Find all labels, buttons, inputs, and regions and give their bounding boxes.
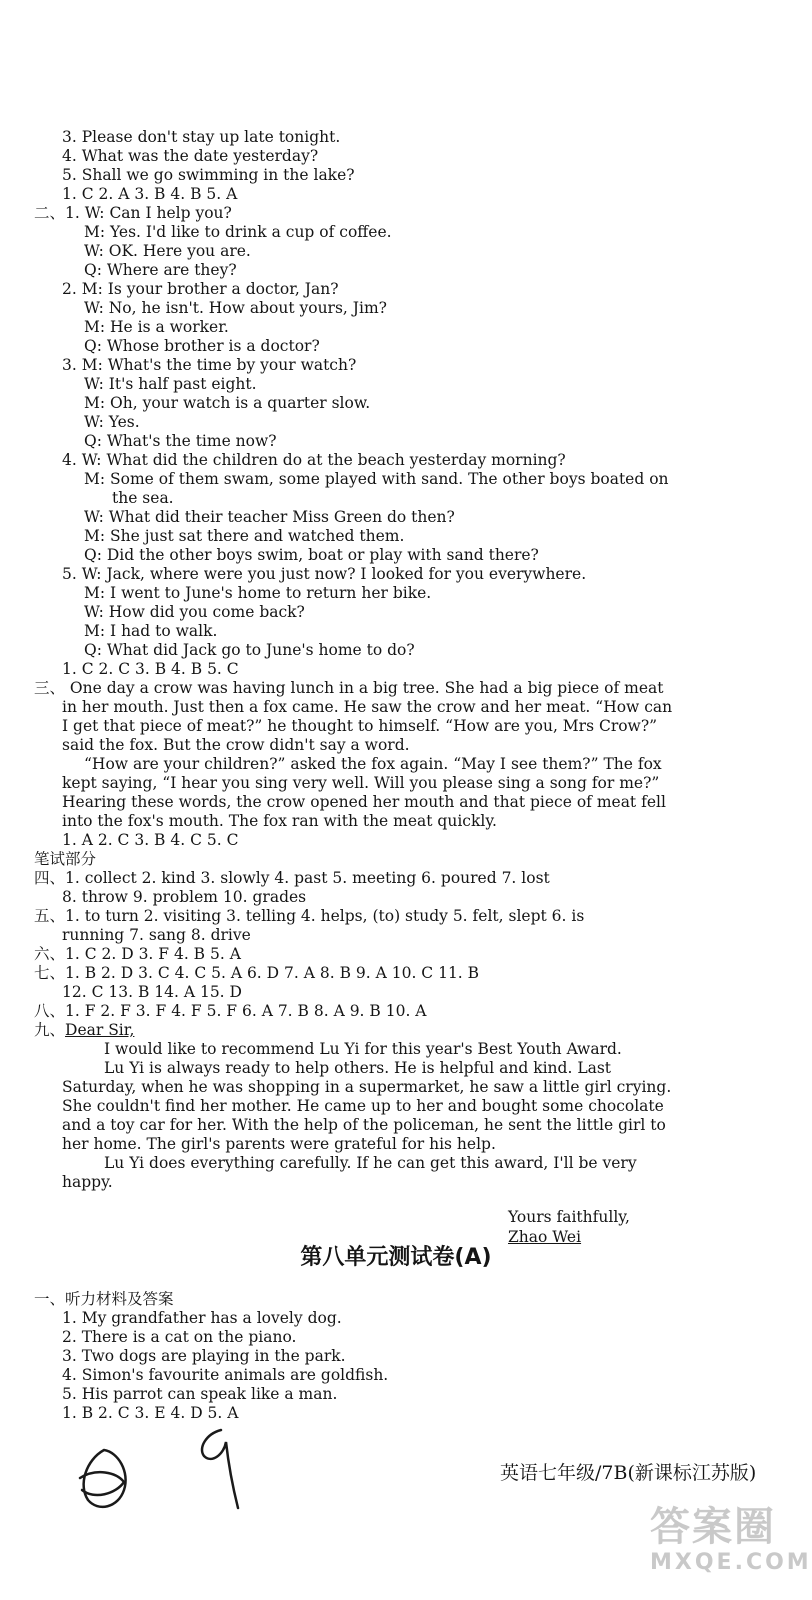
letter-greeting: Dear Sir,: [65, 1021, 135, 1039]
text-line: in her mouth. Just then a fox came. He saw the crow and her meat. “How can: [62, 698, 673, 716]
text-line: W: Yes.: [84, 413, 140, 431]
text-line: M: I went to June's home to return her bike.: [84, 584, 432, 602]
text-line: happy.: [62, 1173, 113, 1191]
text-line: 4. W: What did the children do at the beach yesterday morning?: [62, 451, 566, 469]
text-line: 1. C 2. C 3. B 4. B 5. C: [62, 660, 239, 678]
text-line: 3. M: What's the time by your watch?: [62, 356, 357, 374]
text-line: 1. B 2. C 3. E 4. D 5. A: [62, 1404, 239, 1422]
text-line: W: It's half past eight.: [84, 375, 257, 393]
handwritten-loop: [80, 1472, 124, 1495]
text-line: 4. What was the date yesterday?: [62, 147, 319, 165]
text-line: 2. There is a cat on the piano.: [62, 1328, 297, 1346]
text-line: said the fox. But the crow didn't say a word.: [62, 736, 410, 754]
text-line: M: I had to walk.: [84, 622, 218, 640]
text-line: Lu Yi does everything carefully. If he can get this award, I'll be very: [104, 1154, 637, 1172]
text-line: her home. The girl's parents were grateful for his help.: [62, 1135, 496, 1153]
text-line: 5. Shall we go swimming in the lake?: [62, 166, 355, 184]
text-line: 3. Please don't stay up late tonight.: [62, 128, 341, 146]
text-line: 二、1. W: Can I help you?: [34, 204, 232, 222]
text-line: She couldn't find her mother. He came up to her and bought some chocolate: [62, 1097, 664, 1115]
text-line: Q: Did the other boys swim, boat or play with sand there?: [84, 546, 539, 564]
text-line: running 7. sang 8. drive: [62, 926, 251, 944]
text-line: I would like to recommend Lu Yi for this year's Best Youth Award.: [104, 1040, 622, 1058]
text-line: M: He is a worker.: [84, 318, 229, 336]
handwritten-marks: [66, 1420, 256, 1515]
text-line: W: What did their teacher Miss Green do then?: [84, 508, 455, 526]
letter-signature: Zhao Wei: [508, 1228, 582, 1246]
text-line: 2. M: Is your brother a doctor, Jan?: [62, 280, 339, 298]
text-line: kept saying, “I hear you sing very well. Will you please sing a song for me?”: [62, 774, 660, 792]
handwritten-nine-icon: [202, 1430, 238, 1508]
letter-greeting-line: [34, 1021, 134, 1040]
text-line: 五、1. to turn 2. visiting 3. telling 4. helps, (to) study 5. felt, slept 6. is: [34, 907, 585, 925]
watermark-logo: 答案圈: [650, 1504, 776, 1550]
text-line: into the fox's mouth. The fox ran with the meat quickly.: [62, 812, 497, 830]
text-line: 八、1. F 2. F 3. F 4. F 5. F 6. A 7. B 8. A 9. B 10. A: [34, 1002, 427, 1020]
watermark-url: MXQE.COM: [650, 1550, 812, 1575]
text-line: 1. My grandfather has a lovely dog.: [62, 1309, 342, 1327]
text-line: M: Yes. I'd like to drink a cup of coffee.: [84, 223, 392, 241]
page-footer: 英语七年级/7B(新课标江苏版): [500, 1462, 757, 1484]
text-line: 3. Two dogs are playing in the park.: [62, 1347, 346, 1365]
text-line: Q: Where are they?: [84, 261, 237, 279]
text-line: Yours faithfully,: [508, 1208, 630, 1226]
text-line: 1. C 2. A 3. B 4. B 5. A: [62, 185, 238, 203]
text-line: Q: What did Jack go to June's home to do?: [84, 641, 415, 659]
text-line: Q: Whose brother is a doctor?: [84, 337, 320, 355]
text-line: W: OK. Here you are.: [84, 242, 251, 260]
text-line: Hearing these words, the crow opened her mouth and that piece of meat fell: [62, 793, 666, 811]
text-line: 笔试部分: [34, 850, 97, 868]
text-line: the sea.: [112, 489, 174, 507]
text-line: 一、听力材料及答案: [34, 1290, 174, 1308]
text-line: W: No, he isn't. How about yours, Jim?: [84, 299, 387, 317]
text-line: 三、 One day a crow was having lunch in a big tree. She had a big piece of meat: [34, 679, 664, 697]
text-line: 8. throw 9. problem 10. grades: [62, 888, 307, 906]
section-heading: 第八单元测试卷(A): [300, 1245, 492, 1270]
text-line: 5. W: Jack, where were you just now? I looked for you everywhere.: [62, 565, 587, 583]
text-line: and a toy car for her. With the help of the policeman, he sent the little girl to: [62, 1116, 666, 1134]
text-line: 1. A 2. C 3. B 4. C 5. C: [62, 831, 239, 849]
text-line: 六、1. C 2. D 3. F 4. B 5. A: [34, 945, 241, 963]
text-line: “How are your children?” asked the fox again. “May I see them?” The fox: [84, 755, 662, 773]
text-line: Q: What's the time now?: [84, 432, 277, 450]
text-line: M: Some of them swam, some played with sand. The other boys boated on: [84, 470, 669, 488]
section-marker: 九、: [34, 1021, 66, 1039]
text-line: Saturday, when he was shopping in a supermarket, he saw a little girl crying.: [62, 1078, 672, 1096]
text-line: M: She just sat there and watched them.: [84, 527, 405, 545]
text-line: M: Oh, your watch is a quarter slow.: [84, 394, 371, 412]
site-watermark: [650, 1495, 812, 1575]
text-line: 七、1. B 2. D 3. C 4. C 5. A 6. D 7. A 8. B 9. A 10. C 11. B: [34, 964, 480, 982]
text-line: 四、1. collect 2. kind 3. slowly 4. past 5. meeting 6. poured 7. lost: [34, 869, 550, 887]
text-line: 4. Simon's favourite animals are goldfish.: [62, 1366, 389, 1384]
text-line: W: How did you come back?: [84, 603, 305, 621]
text-line: I get that piece of meat?” he thought to himself. “How are you, Mrs Crow?”: [62, 717, 658, 735]
text-line: Lu Yi is always ready to help others. He is helpful and kind. Last: [104, 1059, 612, 1077]
text-line: 5. His parrot can speak like a man.: [62, 1385, 338, 1403]
text-line: 12. C 13. B 14. A 15. D: [62, 983, 242, 1001]
